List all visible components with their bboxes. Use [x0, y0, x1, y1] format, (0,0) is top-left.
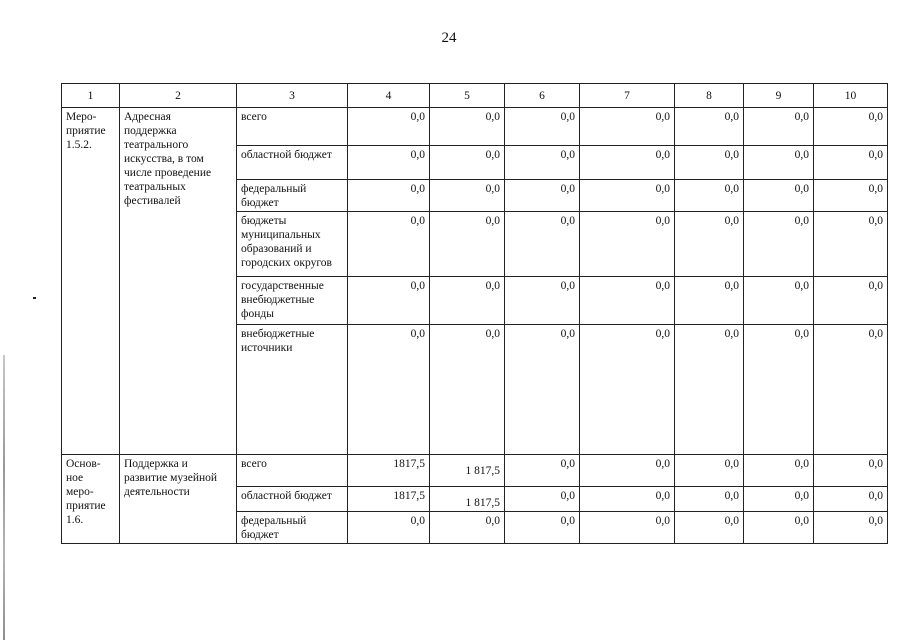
amount-cell: 0,0 [580, 180, 675, 212]
amount-cell: 0,0 [744, 146, 814, 180]
amount-cell: 0,0 [675, 180, 744, 212]
amount-cell: 0,0 [430, 212, 505, 277]
amount-cell: 0,0 [675, 325, 744, 455]
amount-cell: 0,0 [348, 512, 430, 544]
amount-cell: 0,0 [675, 455, 744, 487]
amount-cell: 0,0 [675, 277, 744, 325]
amount-cell: 0,0 [430, 180, 505, 212]
amount-cell: 0,0 [675, 512, 744, 544]
measure-code: Основ- ное меро- приятие 1.6. [62, 455, 120, 544]
amount-cell: 0,0 [505, 277, 580, 325]
amount-cell: 0,0 [580, 146, 675, 180]
table-row [62, 108, 888, 146]
amount-cell: 0,0 [430, 146, 505, 180]
amount-cell: 0,0 [580, 108, 675, 146]
budget-table [61, 83, 888, 544]
measure-code: Меро- приятие 1.5.2. [62, 108, 120, 455]
scan-edge-artifact [3, 355, 5, 640]
column-header: 7 [580, 84, 675, 108]
amount-cell: 0,0 [580, 487, 675, 512]
column-header: 4 [348, 84, 430, 108]
amount-cell: 0,0 [744, 512, 814, 544]
column-header: 6 [505, 84, 580, 108]
amount-cell: 0,0 [814, 325, 888, 455]
funding-source: всего [237, 455, 348, 487]
amount-cell: 0,0 [505, 487, 580, 512]
funding-source: бюджеты муниципальных образований и городских округов [237, 212, 348, 277]
amount-cell: 0,0 [814, 455, 888, 487]
amount-cell: 0,0 [814, 512, 888, 544]
measure-title: Адресная поддержка театрального искусства, в том числе проведение театральных фестивалей [120, 108, 237, 455]
amount-cell: 0,0 [348, 277, 430, 325]
amount-cell: 0,0 [580, 212, 675, 277]
funding-source: федеральный бюджет [237, 512, 348, 544]
amount-cell: 0,0 [675, 108, 744, 146]
amount-cell: 0,0 [814, 277, 888, 325]
amount-cell: 0,0 [348, 108, 430, 146]
amount-cell: 0,0 [505, 325, 580, 455]
amount-cell: 0,0 [744, 455, 814, 487]
amount-cell: 0,0 [814, 180, 888, 212]
amount-cell: 0,0 [348, 180, 430, 212]
amount-cell: 0,0 [580, 512, 675, 544]
amount-cell: 0,0 [505, 180, 580, 212]
funding-source: областной бюджет [237, 146, 348, 180]
column-header: 2 [120, 84, 237, 108]
amount-cell: 0,0 [580, 455, 675, 487]
amount-cell: 0,0 [744, 487, 814, 512]
column-header: 5 [430, 84, 505, 108]
amount-cell: 0,0 [505, 146, 580, 180]
amount-cell: 0,0 [675, 146, 744, 180]
funding-source: внебюджетные источники [237, 325, 348, 455]
amount-cell: 0,0 [675, 487, 744, 512]
column-header: 3 [237, 84, 348, 108]
amount-cell: 0,0 [505, 512, 580, 544]
amount-cell: 0,0 [675, 212, 744, 277]
amount-cell: 0,0 [580, 277, 675, 325]
amount-cell: 0,0 [814, 212, 888, 277]
amount-cell: 0,0 [505, 455, 580, 487]
amount-cell: 0,0 [430, 277, 505, 325]
amount-cell: 0,0 [814, 487, 888, 512]
amount-cell: 0,0 [744, 277, 814, 325]
amount-cell: 0,0 [348, 212, 430, 277]
column-header: 9 [744, 84, 814, 108]
amount-cell: 0,0 [580, 325, 675, 455]
page-number: 24 [441, 30, 457, 46]
amount-cell: 0,0 [430, 108, 505, 146]
amount-cell: 0,0 [430, 512, 505, 544]
amount-cell: 1817,5 [348, 487, 430, 512]
amount-cell: 0,0 [744, 108, 814, 146]
amount-cell: 0,0 [348, 146, 430, 180]
funding-source: всего [237, 108, 348, 146]
funding-source: государственные внебюджетные фонды [237, 277, 348, 325]
column-header: 8 [675, 84, 744, 108]
amount-cell: 0,0 [744, 180, 814, 212]
funding-source: федеральный бюджет [237, 180, 348, 212]
table-row [62, 455, 888, 487]
amount-cell: 0,0 [744, 325, 814, 455]
amount-cell: 1817,5 [348, 455, 430, 487]
amount-cell: 0,0 [814, 108, 888, 146]
amount-cell: 0,0 [814, 146, 888, 180]
header-row [62, 84, 888, 108]
amount-cell: 0,0 [348, 325, 430, 455]
column-header: 1 [62, 84, 120, 108]
amount-cell: 0,0 [505, 212, 580, 277]
column-header: 10 [814, 84, 888, 108]
amount-cell: 0,0 [505, 108, 580, 146]
scan-speck [33, 297, 36, 299]
amount-cell: 0,0 [430, 325, 505, 455]
amount-cell: 0,0 [744, 212, 814, 277]
table-body [62, 108, 888, 544]
funding-source: областной бюджет [237, 487, 348, 512]
amount-cell: 1 817,5 [430, 487, 505, 512]
amount-cell: 1 817,5 [430, 455, 505, 487]
measure-title: Поддержка и развитие музейной деятельности [120, 455, 237, 544]
